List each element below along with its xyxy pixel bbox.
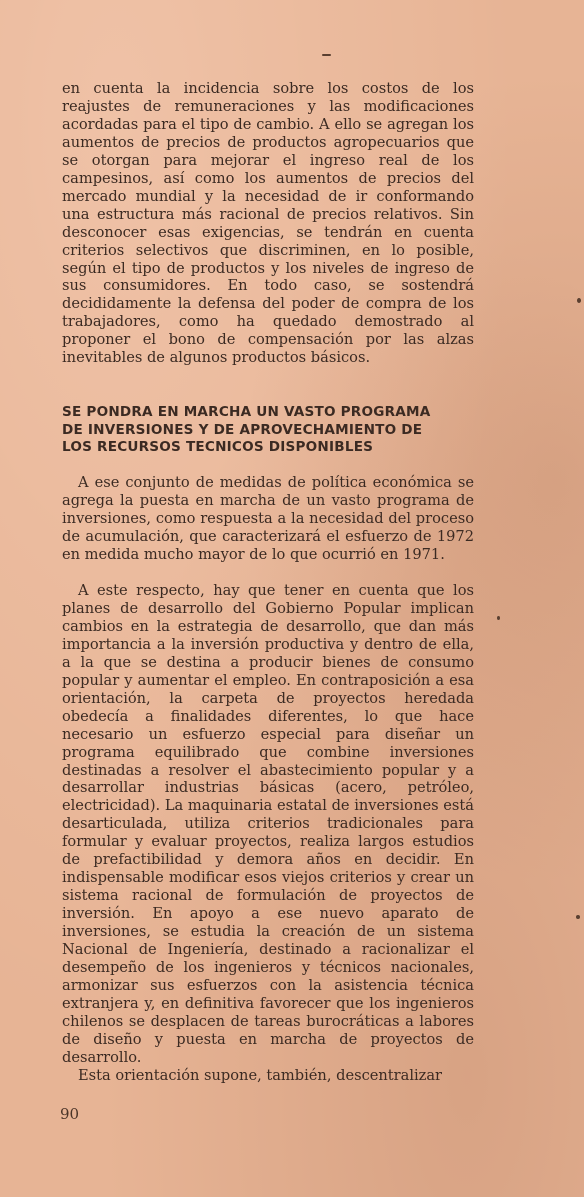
section-heading-line: DE INVERSIONES Y DE APROVECHAMIENTO DE <box>62 421 423 438</box>
section-heading-line: LOS RECURSOS TECNICOS DISPONIBLES <box>62 439 374 455</box>
paper-speck <box>322 54 331 56</box>
body-paragraph: Esta orientación supone, también, descentralizar <box>78 1066 443 1084</box>
section-heading <box>62 404 474 457</box>
body-paragraph: A este respecto, hay que tener en cuenta que los planes de desarrollo del Gobierno Popular implican cambios en la estrategia de desarrollo, que dan más importancia a la inversión productiva y dentro de ella, a la que se destina a producir bienes de consumo popular y aumentar el empleo. En contraposición a esa orientación, la carpeta de proyectos heredada obedecía a finalidades diferentes, lo que hace necesario un esfuerzo especial para diseñar un programa equilibrado que combine inversiones destinadas a resolver el abastecimiento popular y a desarrollar industrias básicas (acero, petróleo, electricidad). La maquinaria estatal de inversiones está desarticulada, utiliza criterios tradicionales para formular y evaluar proyectos, realiza largos estudios de prefactibilidad y demora años en decidir. En indispensable modificar esos viejos criterios y crear un sistema racional de formulación de proyectos de inversión. En apoyo a ese nuevo aparato de inversiones, se estudia la creación de un sistema Nacional de Ingeniería, destinado a racionalizar el desempeño de los ingenieros y técnicos nacionales, armonizar sus esfuerzos con la asistencia técnica extranjera y, en definitiva favorecer que los ingenieros chilenos se desplacen de tareas burocráticas a labores de diseño y puesta en marcha de proyectos de desarrollo. <box>62 582 474 1066</box>
paper-speck <box>576 915 580 919</box>
body-paragraph: en cuenta la incidencia sobre los costos de los reajustes de remuneraciones y las modificaciones acordadas para el tipo de cambio. A ello se agregan los aumentos de precios de productos agropecuarios que se otorgan para mejorar el ingreso real de los campesinos, así como los aumentos de precios del mercado mundial y la necesidad de ir conformando una estructura más racional de precios relativos. Sin desconocer esas exigencias, se tendrán en cuenta criterios selectivos que discriminen, en lo posible, según el tipo de productos y los niveles de ingreso de sus consumidores. En todo caso, se sostendrá decididamente la defensa del poder de compra de los trabajadores, como ha quedado demostrado al proponer el bono de compensación por las alzas inevitables de algunos productos básicos. <box>62 80 474 367</box>
section-heading-line: SE PONDRA EN MARCHA UN VASTO PROGRAMA <box>62 404 431 420</box>
page-number: 90 <box>60 1105 80 1123</box>
paper-speck <box>577 298 581 303</box>
body-paragraph-group <box>62 582 474 1085</box>
body-paragraph: A ese conjunto de medidas de política económica se agrega la puesta en marcha de un vasto programa de inversiones, como respuesta a la necesidad del proceso de acumulación, que caracterizará el esfuerzo de 1972 en medida mucho mayor de lo que ocurrió en 1971. <box>62 474 474 563</box>
paper-speck <box>497 616 500 620</box>
